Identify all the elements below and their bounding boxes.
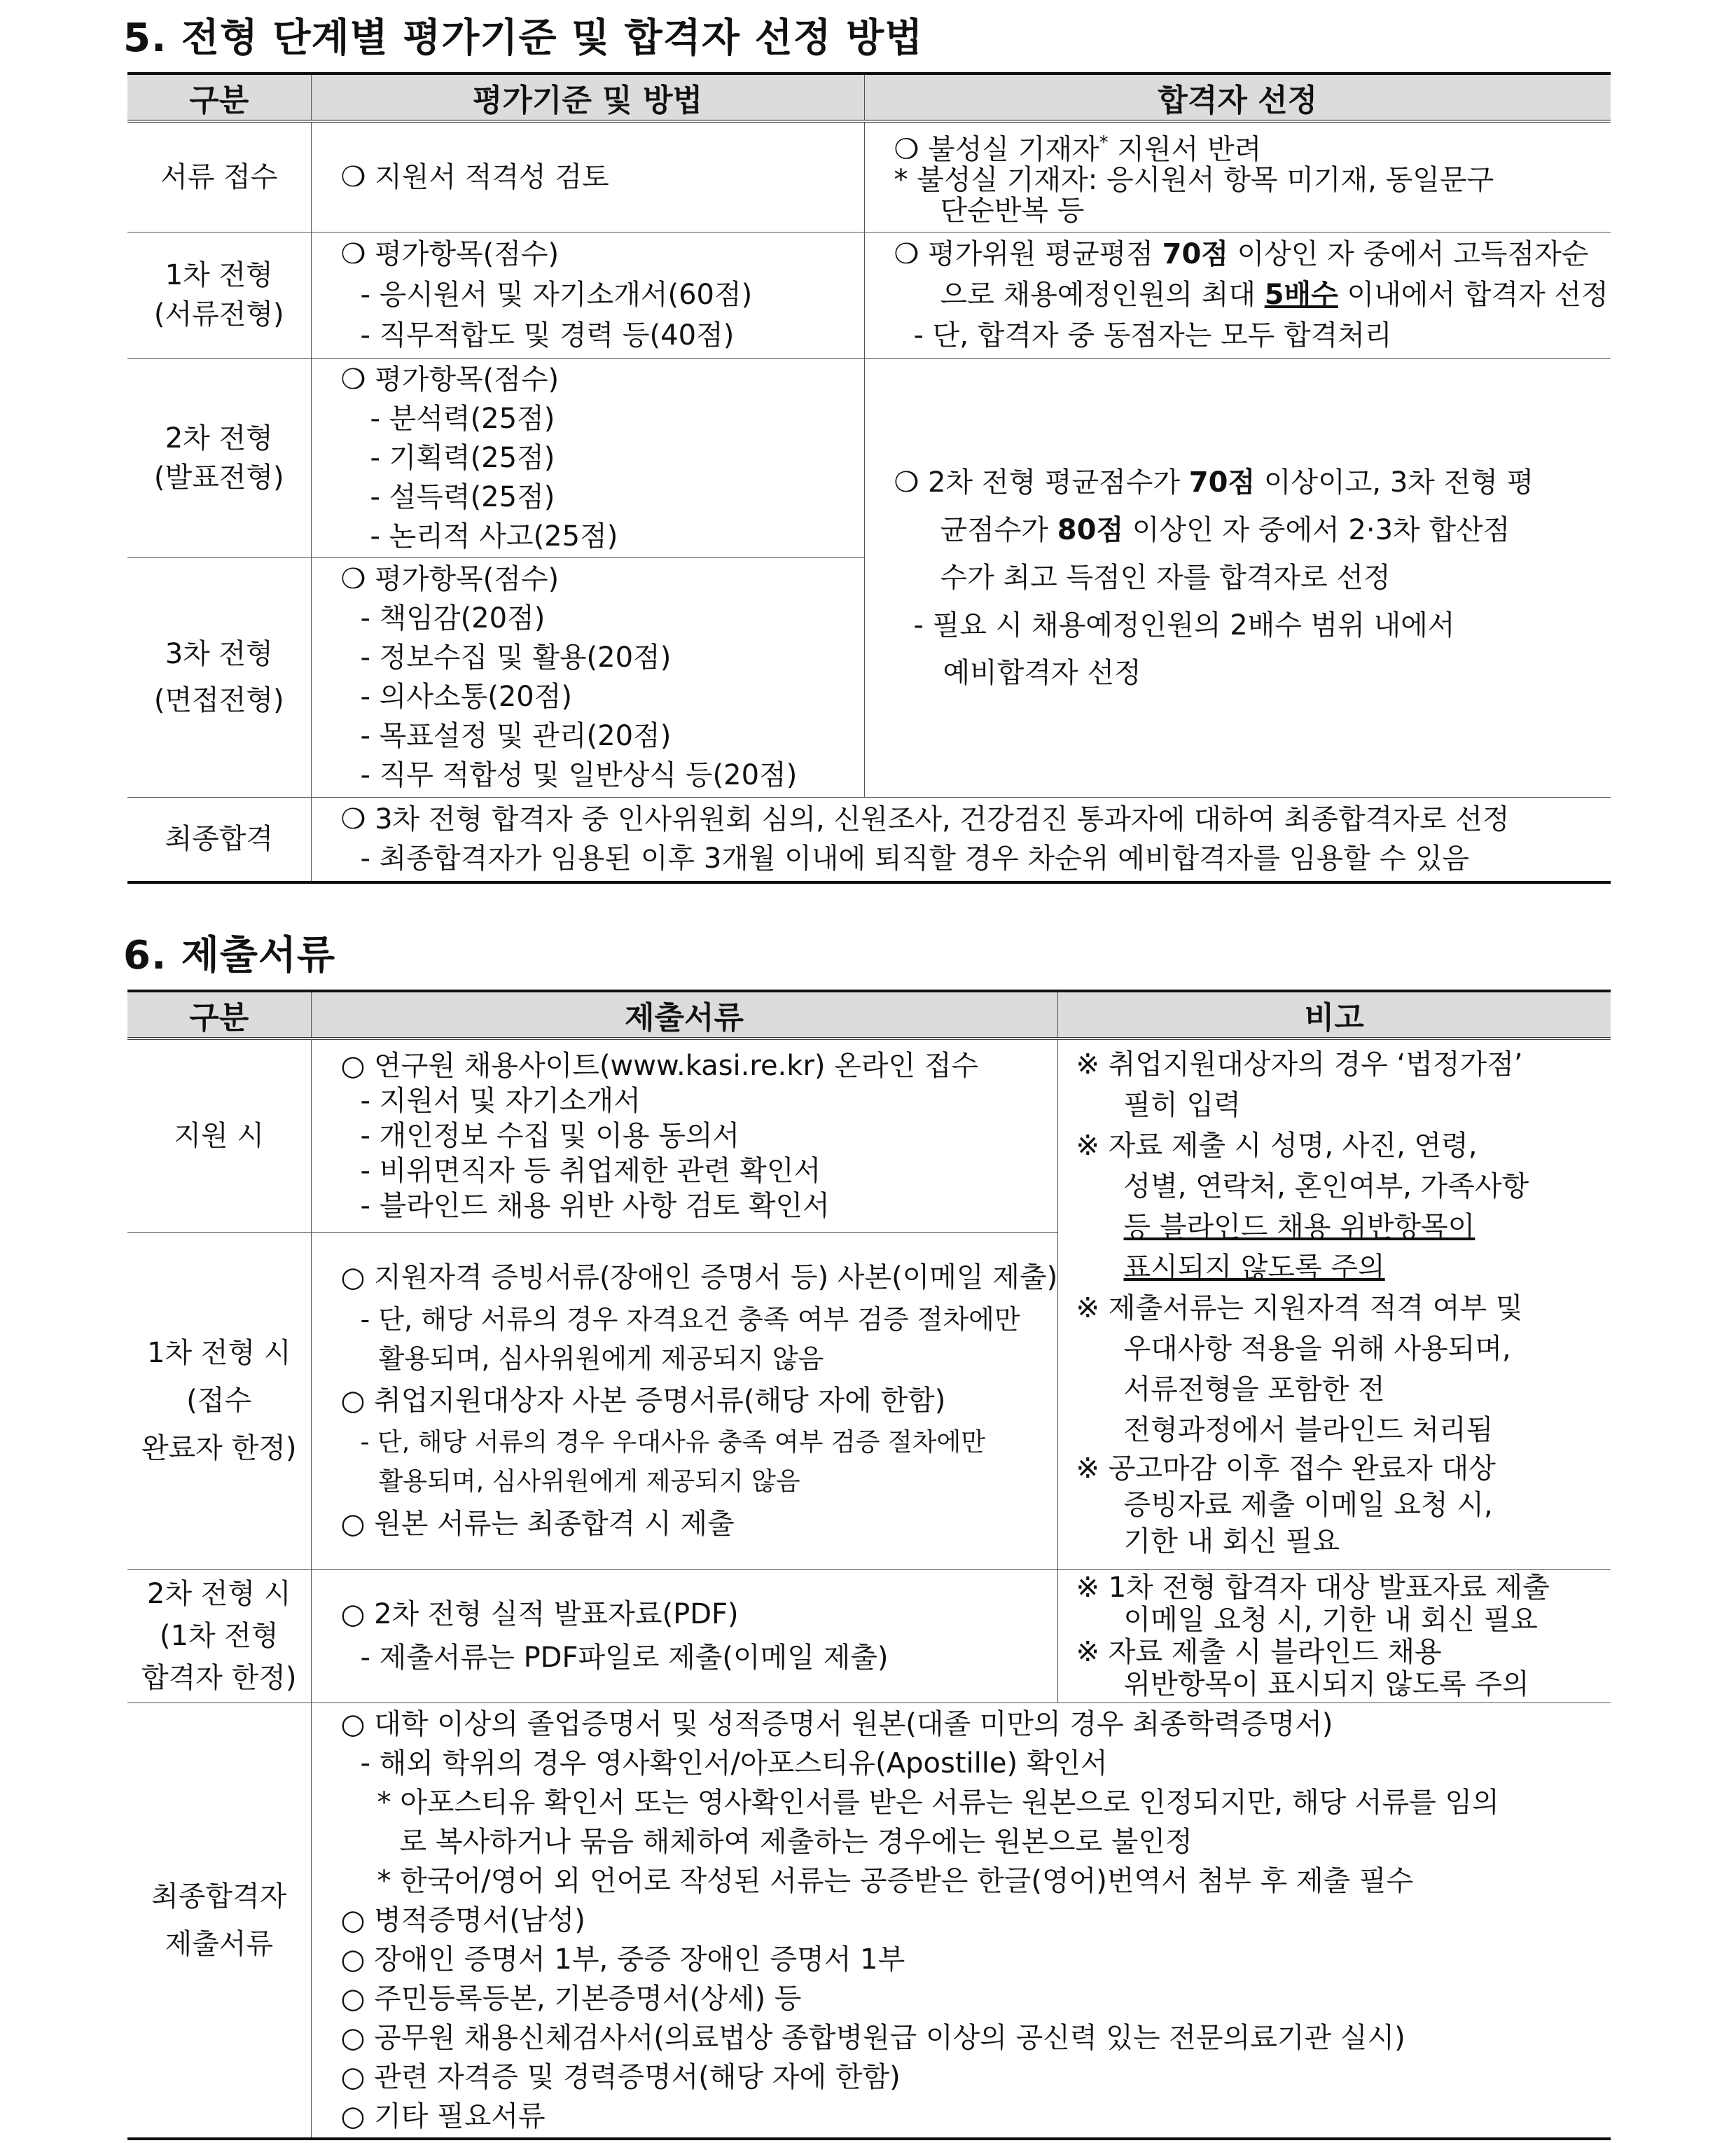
text-line: ※ 1차 전형 합격자 대상 발표자료 제출 bbox=[1076, 1572, 1550, 1604]
text-line: - 해외 학위의 경우 영사확인서/아포스티유(Apostille) 확인서 bbox=[360, 1747, 1108, 1780]
text-line: 로 복사하거나 묶음 해체하여 제출하는 경우에는 원본으로 불인정 bbox=[399, 1825, 1193, 1858]
text-line: ❍ 평가항목(점수) bbox=[340, 238, 560, 270]
text-line: 등 블라인드 채용 위반항목이 bbox=[1123, 1211, 1475, 1243]
text-line: 수가 최고 득점인 자를 합격자로 선정 bbox=[940, 561, 1391, 594]
text-line: - 지원서 및 자기소개서 bbox=[360, 1084, 641, 1117]
text-line: ○ 원본 서류는 최종합격 시 제출 bbox=[340, 1508, 735, 1540]
text-line: ○ 주민등록등본, 기본증명서(상세) 등 bbox=[340, 1982, 802, 2015]
text-line: 우대사항 적용을 위해 사용되며, bbox=[1123, 1333, 1511, 1365]
text-line: 으로 채용예정인원의 최대 5배수 이내에서 합격자 선정 bbox=[940, 279, 1609, 311]
text-line: ❍ 2차 전형 평균점수가 70점 이상이고, 3차 전형 평 bbox=[894, 466, 1534, 499]
text-line: 증빙자료 제출 이메일 요청 시, bbox=[1123, 1489, 1493, 1521]
text-line: ※ 자료 제출 시 블라인드 채용 bbox=[1076, 1636, 1442, 1668]
evaluation-table bbox=[127, 72, 1611, 884]
selection-cell bbox=[864, 232, 1611, 358]
section6-title: 6. 제출서류 bbox=[123, 933, 336, 978]
text-line: 단순반복 등 bbox=[940, 195, 1085, 228]
criteria-cell bbox=[311, 557, 864, 797]
selection-cell bbox=[864, 121, 1611, 232]
col-header-documents: 제출서류 bbox=[311, 991, 1057, 1039]
row-label: 2차 전형 시 (1차 전형 합격자 한정) bbox=[127, 1569, 311, 1702]
row-stage2 bbox=[127, 358, 1611, 557]
col-header-category: 구분 bbox=[127, 991, 311, 1039]
text-line: 기한 내 회신 필요 bbox=[1123, 1525, 1340, 1558]
text-line: 이메일 요청 시, 기한 내 회신 필요 bbox=[1123, 1604, 1538, 1636]
col-header-selection: 합격자 선정 bbox=[864, 74, 1611, 121]
text-line: 필히 입력 bbox=[1123, 1089, 1241, 1121]
text-line: * 아포스티유 확인서 또는 영사확인서를 받은 서류는 원본으로 인정되지만, 해당 서류를 임의 bbox=[377, 1786, 1499, 1819]
documents-cell bbox=[311, 1702, 1611, 2139]
text-line: - 응시원서 및 자기소개서(60점) bbox=[360, 279, 753, 311]
text-line: ○ 병적증명서(남성) bbox=[340, 1903, 585, 1936]
criteria-cell bbox=[311, 358, 864, 557]
text-line: - 설득력(25점) bbox=[370, 480, 555, 513]
row-label: 최종합격자 제출서류 bbox=[127, 1702, 311, 2139]
text-line: - 의사소통(20점) bbox=[360, 681, 572, 713]
text-line: 위반항목이 표시되지 않도록 주의 bbox=[1123, 1668, 1529, 1700]
text-line: ❍ 평가항목(점수) bbox=[340, 563, 560, 595]
row-doc-stage bbox=[127, 121, 1611, 232]
row-apply bbox=[127, 1039, 1611, 1232]
row-stage1 bbox=[127, 232, 1611, 358]
text-line: 전형과정에서 블라인드 처리됨 bbox=[1123, 1414, 1494, 1446]
text-line: - 분석력(25점) bbox=[370, 402, 555, 435]
text-line: ※ 공고마감 이후 접수 완료자 대상 bbox=[1076, 1452, 1496, 1485]
header-row bbox=[127, 991, 1611, 1039]
text-line: - 단, 해당 서류의 경우 우대사유 충족 여부 검증 절차에만 bbox=[360, 1428, 985, 1457]
text-line: 활용되며, 심사위원에게 제공되지 않음 bbox=[378, 1467, 800, 1496]
text-line: - 단, 해당 서류의 경우 자격요건 충족 여부 검증 절차에만 bbox=[360, 1304, 1020, 1335]
text-line: * 한국어/영어 외 언어로 작성된 서류는 공증받은 한글(영어)번역서 첨부 후 제출 필수 bbox=[377, 1864, 1414, 1897]
text-line: - 비위면직자 등 취업제한 관련 확인서 bbox=[360, 1154, 821, 1187]
criteria-cell bbox=[311, 121, 864, 232]
text-line: - 단, 합격자 중 동점자는 모두 합격처리 bbox=[913, 319, 1392, 352]
notes-cell-merged bbox=[1057, 1039, 1611, 1569]
text-line: - 블라인드 채용 위반 사항 검토 확인서 bbox=[360, 1189, 830, 1222]
row-label: 2차 전형 (발표전형) bbox=[127, 358, 311, 557]
row-label: 1차 전형 (서류전형) bbox=[127, 232, 311, 358]
text-line: ※ 취업지원대상자의 경우 ‘법정가점’ bbox=[1076, 1048, 1523, 1081]
col-header-criteria: 평가기준 및 방법 bbox=[311, 74, 864, 121]
col-header-notes: 비고 bbox=[1057, 991, 1611, 1039]
final-cell bbox=[311, 797, 1611, 882]
documents-cell bbox=[311, 1039, 1057, 1232]
documents-cell bbox=[311, 1232, 1057, 1569]
text-line: - 기획력(25점) bbox=[370, 441, 555, 474]
text-line: - 정보수집 및 활용(20점) bbox=[360, 641, 672, 674]
text-line: - 최종합격자가 임용된 이후 3개월 이내에 퇴직할 경우 차순위 예비합격자를 임용할 수 있음 bbox=[360, 842, 1469, 875]
text-line: ○ 대학 이상의 졸업증명서 및 성적증명서 원본(대졸 미만의 경우 최종학력증명서) bbox=[340, 1707, 1333, 1740]
text-line: ○ 연구원 채용사이트(www.kasi.re.kr) 온라인 접수 bbox=[340, 1049, 979, 1082]
text-line: ※ 제출서류는 지원자격 적격 여부 및 bbox=[1076, 1292, 1523, 1324]
col-header-category: 구분 bbox=[127, 74, 311, 121]
row-label: 서류 접수 bbox=[127, 121, 311, 232]
documents-table bbox=[127, 990, 1611, 2140]
row-label: 최종합격 bbox=[127, 797, 311, 882]
text-line: ○ 기타 필요서류 bbox=[340, 2100, 546, 2132]
text-line: - 책임감(20점) bbox=[360, 602, 546, 634]
text-line: ❍ 평가위원 평균평점 70점 이상인 자 중에서 고득점자순 bbox=[894, 238, 1589, 270]
section5-title: 5. 전형 단계별 평가기준 및 합격자 선정 방법 bbox=[123, 15, 924, 61]
text-line: ○ 취업지원대상자 사본 증명서류(해당 자에 한함) bbox=[340, 1385, 946, 1417]
text-line: 활용되며, 심사위원에게 제공되지 않음 bbox=[378, 1343, 824, 1374]
text-line: - 직무적합도 및 경력 등(40점) bbox=[360, 319, 735, 352]
row-final bbox=[127, 797, 1611, 882]
text-line: - 직무 적합성 및 일반상식 등(20점) bbox=[360, 759, 798, 791]
text-line: - 제출서류는 PDF파일로 제출(이메일 제출) bbox=[360, 1642, 889, 1674]
text-line: 예비합격자 선정 bbox=[943, 656, 1141, 689]
row-label: 1차 전형 시 (접수 완료자 한정) bbox=[127, 1232, 311, 1569]
text-line: ※ 자료 제출 시 성명, 사진, 연령, bbox=[1076, 1130, 1478, 1162]
text-line: 표시되지 않도록 주의 bbox=[1123, 1251, 1385, 1284]
text-line: 성별, 연락처, 혼인여부, 가족사항 bbox=[1123, 1170, 1529, 1202]
text-line: ❍ 평가항목(점수) bbox=[340, 363, 560, 396]
text-line: ○ 지원자격 증빙서류(장애인 증명서 등) 사본(이메일 제출) bbox=[340, 1261, 1058, 1294]
text-line: ○ 2차 전형 실적 발표자료(PDF) bbox=[340, 1598, 739, 1630]
row-final-docs bbox=[127, 1702, 1611, 2139]
notes-cell bbox=[1057, 1569, 1611, 1702]
header-row bbox=[127, 74, 1611, 121]
text-line: 균점수가 80점 이상인 자 중에서 2·3차 합산점 bbox=[940, 513, 1511, 546]
selection-cell-merged bbox=[864, 358, 1611, 797]
text-line: - 필요 시 채용예정인원의 2배수 범위 내에서 bbox=[913, 609, 1455, 641]
text-line: ❍ 3차 전형 합격자 중 인사위원회 심의, 신원조사, 건강검진 통과자에 대하여 최종합격자로 선정 bbox=[340, 803, 1510, 836]
text-line: - 목표설정 및 관리(20점) bbox=[360, 720, 672, 752]
text-line: * 불성실 기재자: 응시원서 항목 미기재, 동일문구 bbox=[894, 164, 1494, 197]
documents-cell bbox=[311, 1569, 1057, 1702]
text-line: 서류전형을 포함한 전 bbox=[1123, 1373, 1385, 1406]
text-line: ❍ 지원서 적격성 검토 bbox=[340, 160, 609, 193]
text-line: ○ 관련 자격증 및 경력증명서(해당 자에 한함) bbox=[340, 2060, 901, 2093]
criteria-cell bbox=[311, 232, 864, 358]
row-stage2-docs bbox=[127, 1569, 1611, 1702]
text-line: - 개인정보 수집 및 이용 동의서 bbox=[360, 1119, 740, 1152]
text-line: ❍ 불성실 기재자* 지원서 반려 bbox=[894, 132, 1262, 166]
text-line: - 논리적 사고(25점) bbox=[370, 520, 618, 553]
text-line: ○ 공무원 채용신체검사서(의료법상 종합병원급 이상의 공신력 있는 전문의료기관 실시) bbox=[340, 2021, 1405, 2054]
text-line: ○ 장애인 증명서 1부, 중증 장애인 증명서 1부 bbox=[340, 1943, 905, 1976]
row-label: 지원 시 bbox=[127, 1039, 311, 1232]
row-label: 3차 전형 (면접전형) bbox=[127, 557, 311, 797]
